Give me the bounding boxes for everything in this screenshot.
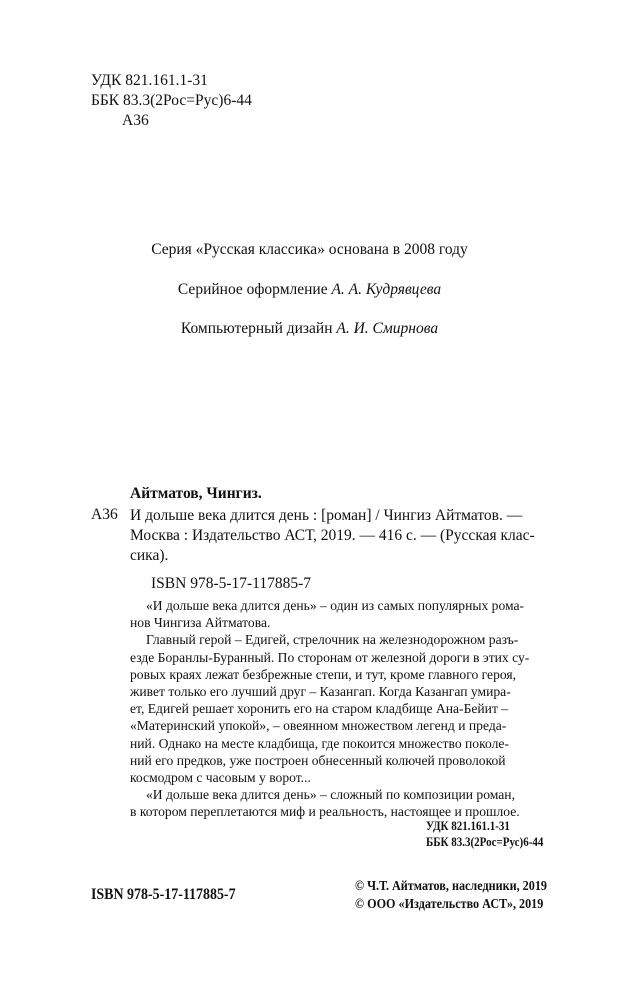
footer-isbn: ISBN 978-5-17-117885-7	[91, 886, 236, 903]
computer-name: А. И. Смирнова	[336, 320, 439, 337]
bbk-code: ББК 83.3(2Рос=Рус)6-44	[91, 92, 252, 109]
copyright-block	[355, 877, 547, 913]
bibliography-line: И дольше века длится день : [роман] / Чингиз Айтматов. —	[130, 507, 523, 524]
annotation-line: езде Боранлы-Буранный. По сторонам от железной дороги в этих су-	[130, 649, 530, 665]
annotation-line: ровых краях лежат безбрежные степи, и тут, кроме главного героя,	[130, 666, 517, 682]
bibliography-author-mark: А36	[91, 506, 118, 523]
bibliography-description	[130, 506, 535, 566]
bbk-code: ББК 83.3(2Рос=Рус)6-44	[426, 835, 544, 849]
design-label: Серийное оформление	[177, 281, 328, 298]
udk-code: УДК 821.161.1-31	[91, 72, 208, 89]
annotation-line: в котором переплетаются миф и реальность, настоящее и прошлое.	[130, 804, 520, 820]
copyright-publisher: © ООО «Издательство АСТ», 2019	[355, 896, 544, 911]
bibliography-author: Айтматов, Чингиз.	[130, 485, 262, 502]
bottom-classification-codes	[426, 818, 543, 850]
computer-design-credit	[0, 320, 619, 338]
annotation-line: живет только его лучший друг – Казангап. Когда Казангап умира-	[130, 684, 511, 700]
annotation	[130, 597, 560, 821]
bibliography-isbn: ISBN 978-5-17-117885-7	[151, 575, 312, 592]
annotation-line: ет, Едигей решает хоронить его на старом кладбище Ана-Бейит –	[130, 701, 509, 717]
copyright-heirs: © Ч.Т. Айтматов, наследники, 2019	[355, 878, 547, 893]
annotation-line: нов Чингиза Айтматова.	[130, 615, 271, 631]
series-line: Серия «Русская классика» основана в 2008 году	[151, 241, 468, 258]
top-classification-codes	[91, 71, 252, 131]
design-name: А. А. Кудрявцева	[331, 281, 442, 298]
computer-label: Компьютерный дизайн	[180, 320, 333, 337]
bibliography-line: сика).	[130, 547, 169, 564]
annotation-line: космодром с часовым у ворот...	[130, 770, 311, 786]
udk-code: УДК 821.161.1-31	[426, 819, 510, 833]
author-mark: А36	[122, 112, 149, 129]
annotation-line: «И дольше века длится день» – сложный по композиции роман,	[146, 787, 515, 803]
annotation-line: «И дольше века длится день» – один из самых популярных рома-	[146, 598, 525, 613]
annotation-line: Главный герой – Едигей, стрелочник на железнодорожном разъ-	[146, 632, 519, 648]
annotation-line: «Материнский упокой», – овеянном множеством легенд и преда-	[130, 718, 507, 734]
series-design-credit	[0, 281, 619, 299]
annotation-line: ний. Однако на месте кладбища, где покоится множество поколе-	[130, 735, 509, 751]
bibliography-line: Москва : Издательство АСТ, 2019. — 416 с. — (Русская клас-	[130, 527, 535, 544]
annotation-line: ний его предков, уже построен обнесенный колючей проволокой	[130, 752, 506, 768]
